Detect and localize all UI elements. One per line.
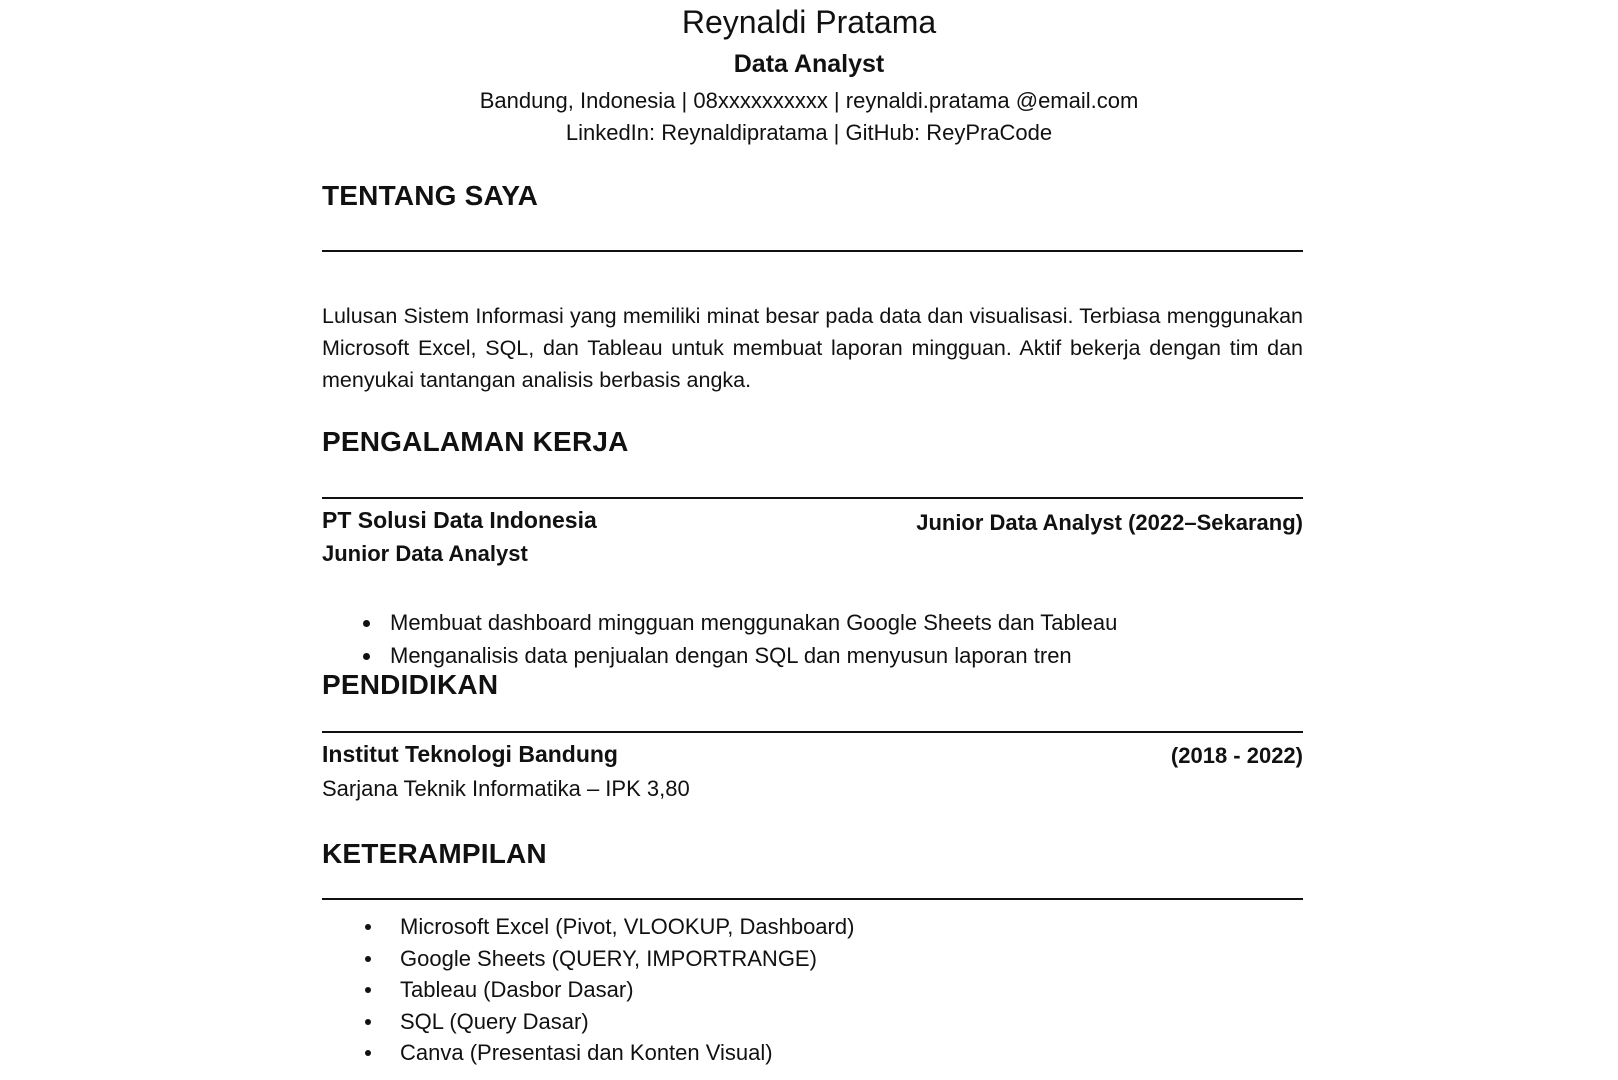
bullet-icon xyxy=(365,924,371,930)
section-divider xyxy=(322,731,1303,733)
section-title-experience: PENGALAMAN KERJA xyxy=(322,426,629,457)
contact-info-line: Bandung, Indonesia | 08xxxxxxxxxx | reynaldi.pratama @email.com xyxy=(479,88,1139,113)
candidate-name: Reynaldi Pratama xyxy=(681,4,937,40)
company-name: PT Solusi Data Indonesia xyxy=(322,507,597,533)
list-item: Microsoft Excel (Pivot, VLOOKUP, Dashboard) xyxy=(400,912,854,944)
education-period: (2018 - 2022) xyxy=(1170,743,1303,768)
degree-info: Sarjana Teknik Informatika – IPK 3,80 xyxy=(322,776,690,801)
bullet-icon xyxy=(363,620,370,627)
list-item: Tableau (Dasbor Dasar) xyxy=(400,975,854,1007)
about-text: Lulusan Sistem Informasi yang memiliki minat besar pada data dan visualisasi. Terbiasa menggunakan Microsoft Excel, SQL, dan Tableau untuk membuat laporan mingguan. Aktif bekerja dengan tim dan menyukai tantangan analisis berbasis angka. xyxy=(322,304,1303,392)
section-divider xyxy=(322,250,1303,252)
list-item: Membuat dashboard mingguan menggunakan Google Sheets dan Tableau xyxy=(390,608,1117,641)
list-item: Menganalisis data penjualan dengan SQL dan menyusun laporan tren xyxy=(390,641,1117,674)
section-title-about: TENTANG SAYA xyxy=(322,180,539,211)
institution-name: Institut Teknologi Bandung xyxy=(322,741,618,767)
bullet-icon xyxy=(365,987,371,993)
job-period: Junior Data Analyst (2022–Sekarang) xyxy=(916,510,1303,535)
section-title-skills: KETERAMPILAN xyxy=(322,838,547,869)
section-title-education: PENDIDIKAN xyxy=(322,669,499,700)
section-divider xyxy=(322,497,1303,499)
bullet-icon xyxy=(365,1019,371,1025)
skills-list xyxy=(400,912,854,1070)
list-item: Google Sheets (QUERY, IMPORTRANGE) xyxy=(400,944,854,976)
list-item: SQL (Query Dasar) xyxy=(400,1007,854,1039)
section-divider xyxy=(322,898,1303,900)
bullet-icon xyxy=(365,1050,371,1056)
social-links-line: LinkedIn: Reynaldipratama | GitHub: ReyPraCode xyxy=(565,120,1053,145)
candidate-role: Data Analyst xyxy=(733,50,885,78)
list-item: Canva (Presentasi dan Konten Visual) xyxy=(400,1038,854,1070)
bullet-icon xyxy=(363,653,370,660)
bullet-icon xyxy=(365,956,371,962)
experience-bullets xyxy=(390,608,1117,674)
job-position: Junior Data Analyst xyxy=(322,541,528,566)
